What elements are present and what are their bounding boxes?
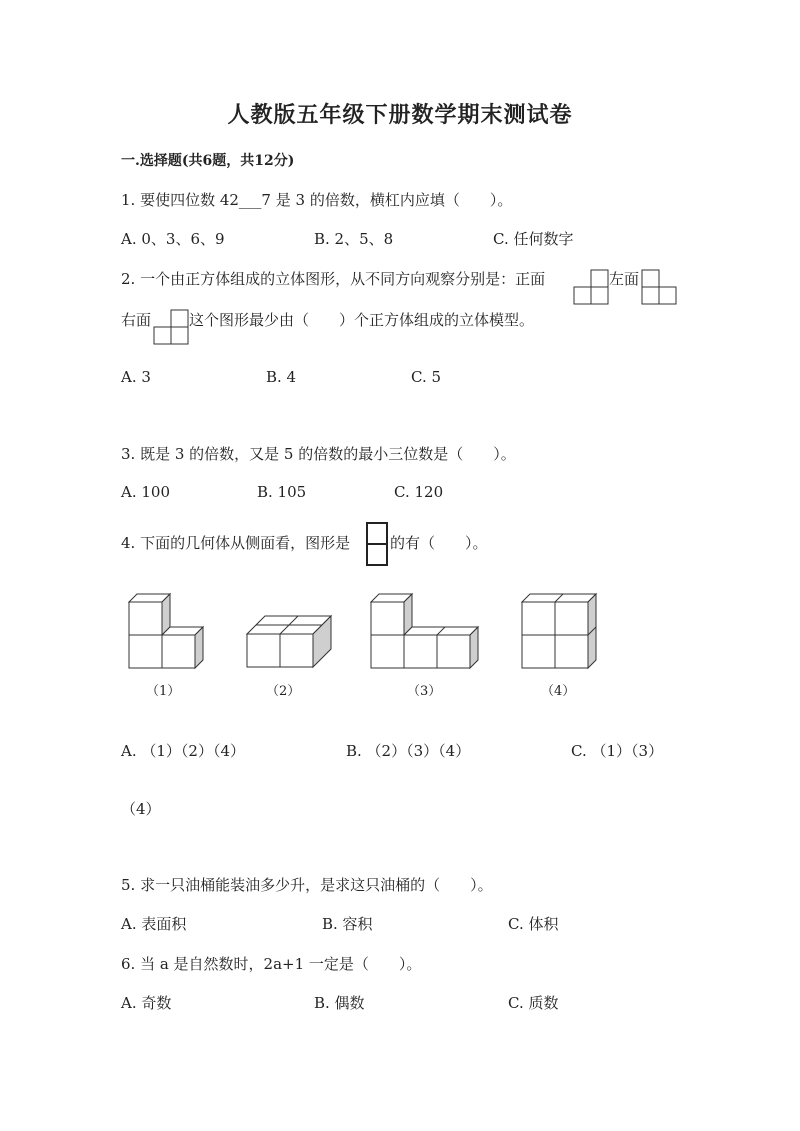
question-3-stem: 3. 既是 3 的倍数，又是 5 的倍数的最小三位数是（ ）。 <box>121 445 516 463</box>
question-3-option-b: B. 105 <box>257 483 307 501</box>
left-view-figure <box>642 270 676 304</box>
question-1-stem: 1. 要使四位数 42___7 是 3 的倍数，横杠内应填（ ）。 <box>121 191 513 209</box>
figure-label-2: （2） <box>266 684 301 699</box>
question-5-stem: 5. 求一只油桶能装油多少升，是求这只油桶的（ ）。 <box>121 876 493 894</box>
question-1-option-a: A. 0、3、6、9 <box>121 230 225 248</box>
question-6-stem: 6. 当 a 是自然数时，2a+1 一定是（ ）。 <box>121 955 422 973</box>
solid-figure-2 <box>245 614 335 674</box>
figure-label-4: （4） <box>541 684 576 699</box>
figure-label-3: （3） <box>407 684 442 699</box>
question-5-option-b: B. 容积 <box>322 915 373 933</box>
question-4-stem-b: 的有（ ）。 <box>390 534 488 552</box>
question-6-option-c: C. 质数 <box>508 994 559 1012</box>
question-1-option-b: B. 2、5、8 <box>314 230 394 248</box>
page-title: 人教版五年级下册数学期末测试卷 <box>227 102 573 128</box>
question-2-stem-a: 2. 一个由正方体组成的立体图形，从不同方向观察分别是：正面 <box>121 270 546 288</box>
right-view-figure <box>154 310 188 344</box>
solid-figure-3 <box>369 592 481 672</box>
question-4-option-c: C. （1）（3） <box>571 742 664 760</box>
question-4-option-c-wrap: （4） <box>121 800 161 818</box>
question-2-option-b: B. 4 <box>266 368 297 386</box>
question-2-option-c: C. 5 <box>411 368 442 386</box>
question-4-option-b: B. （2）（3）（4） <box>346 742 471 760</box>
figure-label-1: （1） <box>146 684 181 699</box>
question-1-option-c: C. 任何数字 <box>493 230 574 248</box>
section-heading: 一.选择题(共6题，共12分) <box>121 153 295 169</box>
right-view-label: 右面 <box>121 311 152 329</box>
solid-figure-4 <box>520 592 600 672</box>
question-5-option-a: A. 表面积 <box>121 915 187 933</box>
side-view-figure <box>366 522 388 566</box>
question-6-option-a: A. 奇数 <box>121 994 172 1012</box>
question-3-option-a: A. 100 <box>121 483 170 501</box>
solid-figure-1 <box>127 592 207 672</box>
question-2-option-a: A. 3 <box>121 368 151 386</box>
question-4-option-a: A. （1）（2）（4） <box>121 742 245 760</box>
front-view-figure <box>574 270 608 304</box>
question-4-stem-a: 4. 下面的几何体从侧面看，图形是 <box>121 534 351 552</box>
question-3-option-c: C. 120 <box>394 483 444 501</box>
left-view-label: 左面 <box>609 270 640 288</box>
question-6-option-b: B. 偶数 <box>314 994 365 1012</box>
question-2-stem-b: 这个图形最少由（ ）个正方体组成的立体模型。 <box>189 311 535 329</box>
question-5-option-c: C. 体积 <box>508 915 559 933</box>
